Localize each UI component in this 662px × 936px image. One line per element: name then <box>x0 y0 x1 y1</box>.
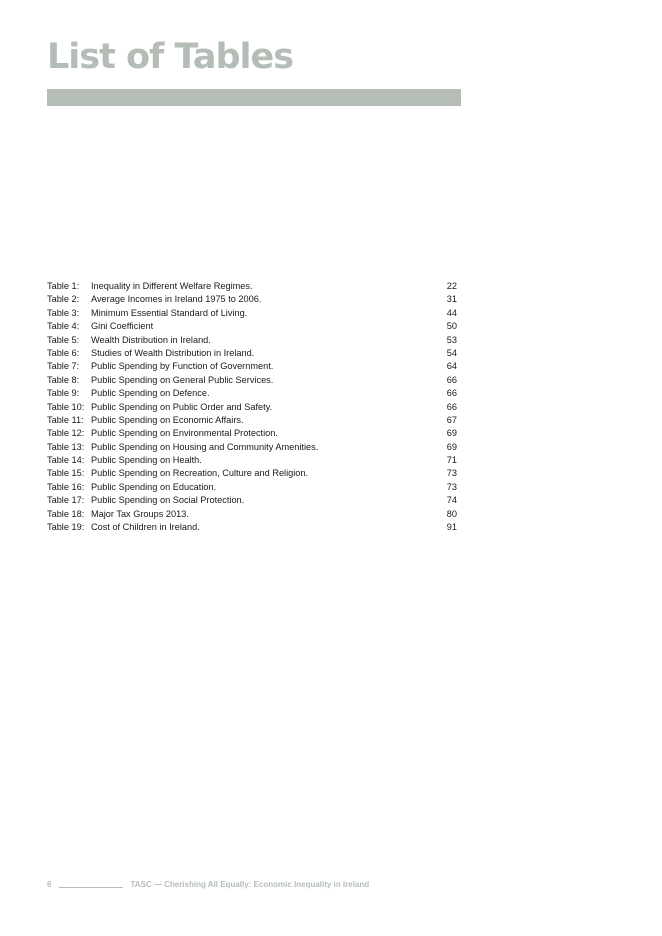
toc-entry-title: Public Spending on Public Order and Safety. <box>91 401 273 412</box>
toc-entry-label: Table 19: <box>47 522 85 533</box>
footer-publication-title: TASC — Cherishing All Equally: Economic Inequality in Ireland <box>130 880 370 889</box>
page-title: List of Tables <box>47 37 294 77</box>
toc-entry-page-number: 50 <box>446 321 457 332</box>
toc-entry-title: Public Spending on Recreation, Culture and Religion. <box>91 468 309 479</box>
toc-entry[interactable] <box>47 387 457 400</box>
toc-entry-title: Major Tax Groups 2013. <box>91 508 189 519</box>
toc-entry-page-number: 31 <box>446 294 457 305</box>
toc-entry-label: Table 14: <box>47 455 85 466</box>
toc-entry[interactable] <box>47 427 457 440</box>
toc-entry-title: Wealth Distribution in Ireland. <box>91 334 211 345</box>
toc-entry-title: Public Spending on Social Protection. <box>91 495 245 506</box>
list-of-tables <box>47 280 457 534</box>
page-footer <box>47 880 369 889</box>
toc-entry-title: Inequality in Different Welfare Regimes. <box>91 281 253 291</box>
toc-entry[interactable] <box>47 521 457 534</box>
toc-entry[interactable] <box>47 360 457 373</box>
toc-entry-page-number: 54 <box>446 347 457 358</box>
toc-entry-page-number: 73 <box>446 481 457 492</box>
toc-entry[interactable] <box>47 494 457 507</box>
toc-entry[interactable] <box>47 307 457 320</box>
toc-entry-label: Table 9: <box>47 388 80 399</box>
toc-entry-label: Table 13: <box>47 441 85 452</box>
toc-entry-label: Table 11: <box>47 414 84 425</box>
toc-entry-title: Public Spending on Education. <box>91 481 217 492</box>
toc-entry-label: Table 17: <box>47 495 85 506</box>
toc-entry-title: Public Spending on Housing and Community Amenities. <box>91 441 319 452</box>
toc-entry-title: Public Spending by Function of Government. <box>91 361 274 372</box>
toc-entry[interactable] <box>47 441 457 454</box>
toc-entry-title: Public Spending on Economic Affairs. <box>91 414 244 425</box>
toc-entry-title: Public Spending on Health. <box>91 455 202 466</box>
toc-entry-page-number: 66 <box>446 374 457 385</box>
toc-entry-label: Table 18: <box>47 508 85 519</box>
toc-entry-title: Public Spending on Environmental Protection. <box>91 428 278 439</box>
footer-divider <box>59 887 123 888</box>
toc-entry-page-number: 69 <box>446 428 457 439</box>
toc-entry-label: Table 8: <box>47 374 80 385</box>
toc-entry-page-number: 74 <box>446 495 457 506</box>
toc-entry-page-number: 80 <box>446 508 457 519</box>
toc-entry-label: Table 3: <box>47 307 80 318</box>
toc-entry[interactable] <box>47 280 457 293</box>
toc-entry-label: Table 16: <box>47 481 85 492</box>
toc-entry-label: Table 7: <box>47 361 80 372</box>
toc-entry-page-number: 66 <box>446 388 457 399</box>
footer-page-number: 6 <box>47 880 52 889</box>
toc-entry-label: Table 6: <box>47 347 80 358</box>
toc-entry-page-number: 22 <box>446 281 457 291</box>
toc-entry-label: Table 4: <box>47 321 80 332</box>
toc-entry[interactable] <box>47 414 457 427</box>
toc-entry-page-number: 64 <box>446 361 457 372</box>
toc-entry-title: Minimum Essential Standard of Living. <box>91 307 248 318</box>
toc-entry-label: Table 10: <box>47 401 85 412</box>
toc-entry-title: Average Incomes in Ireland 1975 to 2006. <box>91 294 262 305</box>
toc-entry-page-number: 67 <box>446 414 457 425</box>
toc-entry[interactable] <box>47 334 457 347</box>
toc-entry-label: Table 15: <box>47 468 85 479</box>
toc-entry-label: Table 12: <box>47 428 85 439</box>
toc-entry-page-number: 69 <box>446 441 457 452</box>
toc-entry[interactable] <box>47 454 457 467</box>
toc-entry[interactable] <box>47 293 457 306</box>
toc-entry-label: Table 2: <box>47 294 80 305</box>
toc-entry-page-number: 71 <box>446 455 457 466</box>
toc-entry-title: Public Spending on Defence. <box>91 388 210 399</box>
toc-entry-title: Studies of Wealth Distribution in Ireland. <box>91 347 255 358</box>
toc-entry-title: Public Spending on General Public Services. <box>91 374 274 385</box>
toc-entry-label: Table 1: <box>47 281 80 291</box>
toc-entry-page-number: 44 <box>446 307 457 318</box>
toc-entry[interactable] <box>47 320 457 333</box>
toc-entry[interactable] <box>47 481 457 494</box>
toc-entry[interactable] <box>47 401 457 414</box>
toc-entry-title: Gini Coefficient <box>91 321 154 332</box>
toc-entry-title: Cost of Children in Ireland. <box>91 522 200 533</box>
toc-entry[interactable] <box>47 508 457 521</box>
toc-entry[interactable] <box>47 374 457 387</box>
toc-entry[interactable] <box>47 347 457 360</box>
toc-entry-page-number: 66 <box>446 401 457 412</box>
toc-entry[interactable] <box>47 467 457 480</box>
toc-entry-page-number: 53 <box>446 334 457 345</box>
toc-entry-page-number: 91 <box>446 522 457 533</box>
toc-entry-page-number: 73 <box>446 468 457 479</box>
toc-entry-label: Table 5: <box>47 334 80 345</box>
title-underline-bar <box>47 89 461 106</box>
